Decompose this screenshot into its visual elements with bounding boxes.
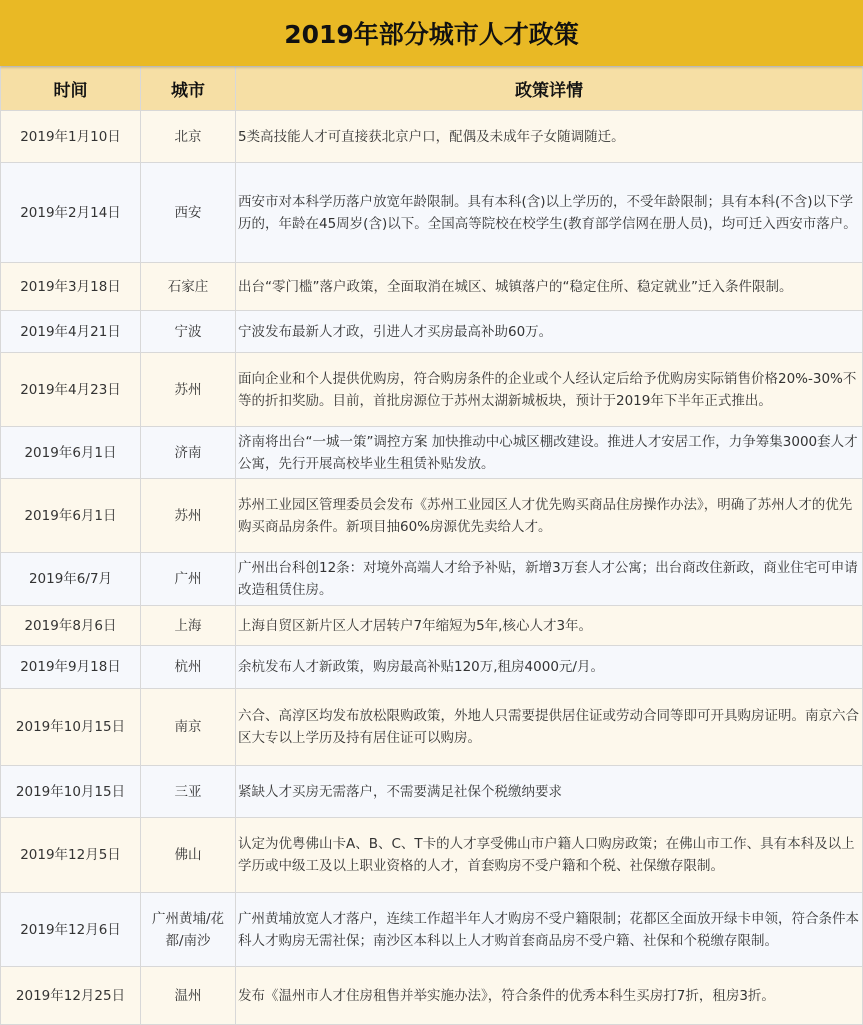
city-cell: 苏州: [141, 479, 236, 553]
table-row: [1, 606, 863, 646]
table-row: [1, 353, 863, 427]
table-row: [1, 766, 863, 818]
table-row: [1, 893, 863, 967]
table-row: [1, 646, 863, 689]
table-row: [1, 967, 863, 1025]
policy-cell: 宁波发布最新人才政，引进人才买房最高补助60万。: [236, 311, 863, 353]
date-cell: 2019年6月1日: [1, 427, 141, 479]
city-cell: 三亚: [141, 766, 236, 818]
date-cell: 2019年9月18日: [1, 646, 141, 689]
policy-cell: 余杭发布人才新政策，购房最高补贴120万,租房4000元/月。: [236, 646, 863, 689]
table-row: [1, 111, 863, 163]
city-cell: 佛山: [141, 818, 236, 893]
table-row: [1, 818, 863, 893]
date-cell: 2019年1月10日: [1, 111, 141, 163]
city-cell: 上海: [141, 606, 236, 646]
date-cell: 2019年10月15日: [1, 689, 141, 766]
policy-cell: 认定为优粤佛山卡A、B、C、T卡的人才享受佛山市户籍人口购房政策；在佛山市工作、具有本科及以上学历或中级工及以上职业资格的人才，首套购房不受户籍和个税、社保缴存限制。: [236, 818, 863, 893]
city-cell: 济南: [141, 427, 236, 479]
policy-cell: 上海自贸区新片区人才居转户7年缩短为5年,核心人才3年。: [236, 606, 863, 646]
date-cell: 2019年3月18日: [1, 263, 141, 311]
policy-cell: 发布《温州市人才住房租售并举实施办法》，符合条件的优秀本科生买房打7折，租房3折。: [236, 967, 863, 1025]
page-title: 2019年部分城市人才政策: [0, 0, 863, 66]
date-cell: 2019年10月15日: [1, 766, 141, 818]
city-cell: 北京: [141, 111, 236, 163]
policy-cell: 苏州工业园区管理委员会发布《苏州工业园区人才优先购买商品住房操作办法》，明确了苏州人才的优先购买商品房条件。新项目抽60%房源优先卖给人才。: [236, 479, 863, 553]
table-row: [1, 479, 863, 553]
city-cell: 温州: [141, 967, 236, 1025]
policy-table: [0, 66, 863, 1025]
policy-cell: 六合、高淳区均发布放松限购政策，外地人只需要提供居住证或劳动合同等即可开具购房证明。南京六合区大专以上学历及持有居住证可以购房。: [236, 689, 863, 766]
date-cell: 2019年4月23日: [1, 353, 141, 427]
policy-cell: 5类高技能人才可直接获北京户口，配偶及未成年子女随调随迁。: [236, 111, 863, 163]
date-cell: 2019年8月6日: [1, 606, 141, 646]
column-header-date: 时间: [1, 67, 141, 111]
table-header: [1, 67, 863, 111]
policy-cell: 紧缺人才买房无需落户，不需要满足社保个税缴纳要求: [236, 766, 863, 818]
city-cell: 苏州: [141, 353, 236, 427]
table-row: [1, 311, 863, 353]
policy-cell: 出台“零门槛”落户政策，全面取消在城区、城镇落户的“稳定住所、稳定就业”迁入条件限制。: [236, 263, 863, 311]
city-cell: 广州黄埔/花都/南沙: [141, 893, 236, 967]
policy-cell: 面向企业和个人提供优购房，符合购房条件的企业或个人经认定后给予优购房实际销售价格20%-30%不等的折扣奖励。目前，首批房源位于苏州太湖新城板块，预计于2019年下半年正式推出。: [236, 353, 863, 427]
city-cell: 宁波: [141, 311, 236, 353]
date-cell: 2019年12月5日: [1, 818, 141, 893]
city-cell: 西安: [141, 163, 236, 263]
column-header-city: 城市: [141, 67, 236, 111]
date-cell: 2019年4月21日: [1, 311, 141, 353]
table-row: [1, 263, 863, 311]
date-cell: 2019年6/7月: [1, 553, 141, 606]
date-cell: 2019年12月25日: [1, 967, 141, 1025]
policy-cell: 广州黄埔放宽人才落户，连续工作超半年人才购房不受户籍限制；花都区全面放开绿卡申领，符合条件本科人才购房无需社保；南沙区本科以上人才购首套商品房不受户籍、社保和个税缴存限制。: [236, 893, 863, 967]
city-cell: 杭州: [141, 646, 236, 689]
table-row: [1, 163, 863, 263]
policy-cell: 广州出台科创12条：对境外高端人才给予补贴，新增3万套人才公寓；出台商改住新政，商业住宅可申请改造租赁住房。: [236, 553, 863, 606]
city-cell: 南京: [141, 689, 236, 766]
policy-cell: 西安市对本科学历落户放宽年龄限制。具有本科(含)以上学历的，不受年龄限制；具有本科(不含)以下学历的，年龄在45周岁(含)以下。全国高等院校在校学生(教育部学信网在册人员)，均可迁入西安市落户。: [236, 163, 863, 263]
table-row: [1, 553, 863, 606]
table-row: [1, 427, 863, 479]
date-cell: 2019年6月1日: [1, 479, 141, 553]
city-cell: 石家庄: [141, 263, 236, 311]
column-header-policy: 政策详情: [236, 67, 863, 111]
date-cell: 2019年2月14日: [1, 163, 141, 263]
date-cell: 2019年12月6日: [1, 893, 141, 967]
city-cell: 广州: [141, 553, 236, 606]
table-row: [1, 689, 863, 766]
policy-cell: 济南将出台“一城一策”调控方案 加快推动中心城区棚改建设。推进人才安居工作，力争筹集3000套人才公寓，先行开展高校毕业生租赁补贴发放。: [236, 427, 863, 479]
